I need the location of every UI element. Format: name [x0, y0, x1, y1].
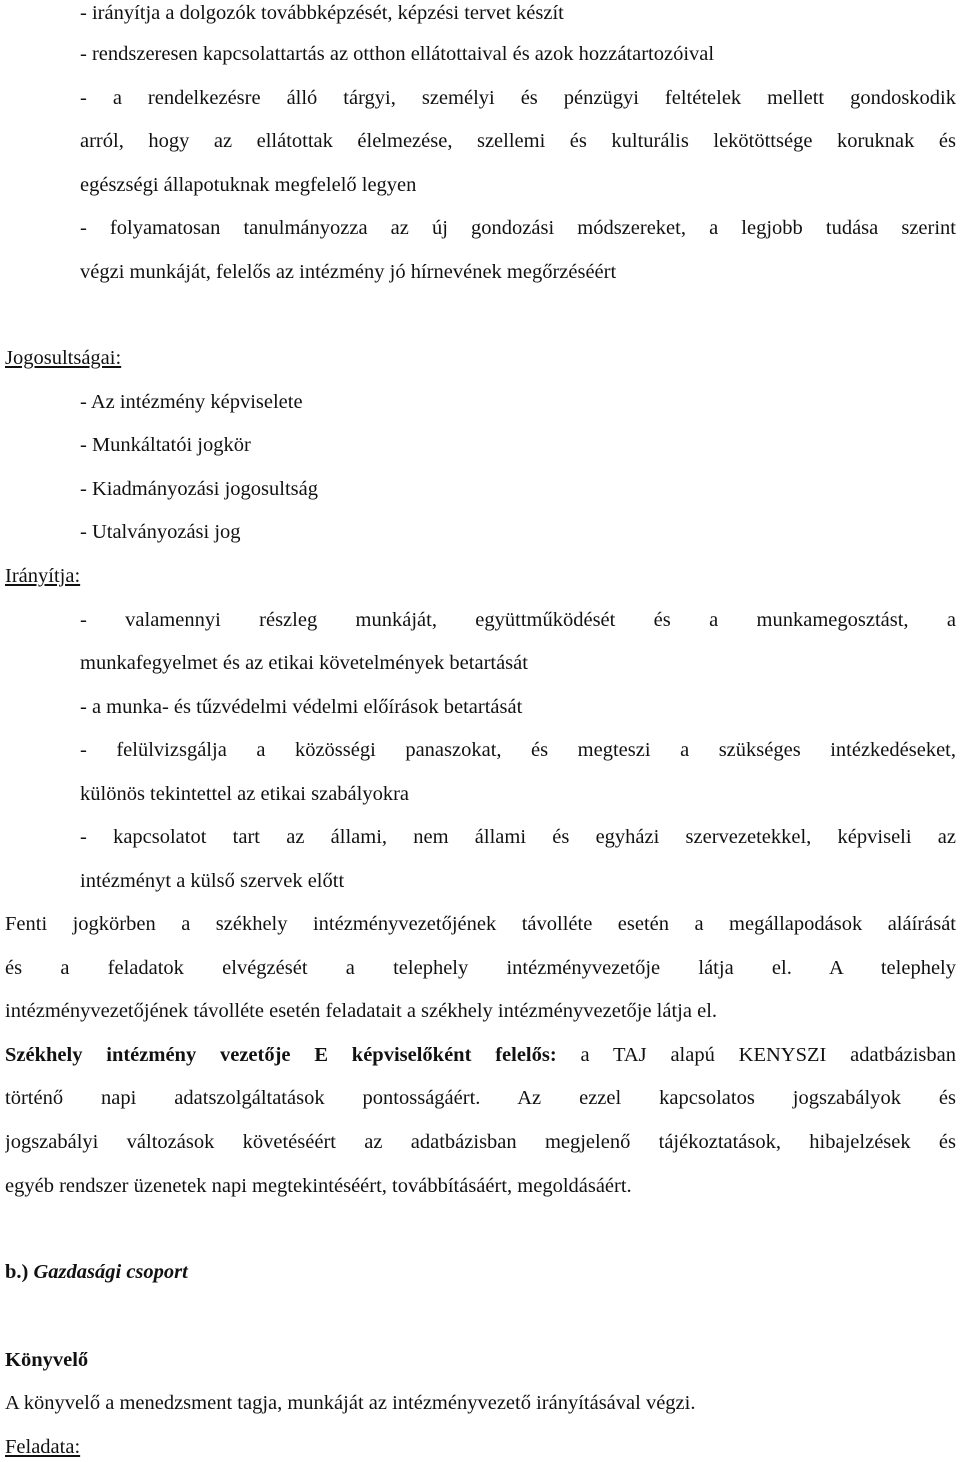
- paragraph-line: egyéb rendszer üzenetek napi megtekintéséért, továbbításáért, megoldásáért.: [5, 1175, 632, 1197]
- duty-line: egészségi állapotuknak megfelelő legyen: [80, 174, 417, 196]
- iranyitja-line: - felülvizsgálja a közösségi panaszokat, és megteszi a szükséges intézkedéseket,: [80, 739, 956, 761]
- paragraph-line: és a feladatok elvégzését a telephely intézményvezetője látja el. A telephely: [5, 957, 956, 979]
- paragraph-line: intézményvezetőjének távolléte esetén feladatait a székhely intézményvezetője látja el.: [5, 1000, 718, 1022]
- jogosultsag-item: - Utalványozási jog: [80, 521, 241, 543]
- jogosultsag-item: - Az intézmény képviselete: [80, 391, 303, 413]
- konyvelo-text: A könyvelő a menedzsment tagja, munkáját az intézményvezető irányításával végzi.: [5, 1392, 696, 1414]
- iranyitja-line: munkafegyelmet és az etikai követelmények betartását: [80, 652, 528, 674]
- bold-lead: Székhely intézmény vezetője E képviselőként felelős:: [5, 1044, 557, 1066]
- section-heading: [5, 1257, 956, 1287]
- iranyitja-line: - valamennyi részleg munkáját, együttműködését és a munkamegosztást, a: [80, 609, 956, 631]
- lead-rest: a TAJ alapú KENYSZI adatbázisban: [556, 1044, 956, 1066]
- iranyitja-line: intézményt a külső szervek előtt: [80, 870, 345, 892]
- iranyitja-line: - a munka- és tűzvédelmi védelmi előírások betartását: [80, 696, 523, 718]
- duty-line: - a rendelkezésre álló tárgyi, személyi és pénzügyi feltételek mellett gondoskodik: [80, 87, 956, 109]
- paragraph-line: [5, 1040, 956, 1070]
- feladata-heading: Feladata:: [5, 1436, 81, 1458]
- duty-line: arról, hogy az ellátottak élelmezése, szellemi és kulturális lekötöttsége koruknak és: [80, 130, 956, 152]
- duty-line: - irányítja a dolgozók továbbképzését, képzési tervet készít: [80, 2, 564, 24]
- paragraph-line: Fenti jogkörben a székhely intézményvezetőjének távolléte esetén a megállapodások aláírását: [5, 913, 956, 935]
- konyvelo-heading: Könyvelő: [5, 1349, 89, 1371]
- jogosultsag-item: - Kiadmányozási jogosultság: [80, 478, 318, 500]
- iranyitja-line: különös tekintettel az etikai szabályokra: [80, 783, 410, 805]
- duty-line: - rendszeresen kapcsolattartás az otthon ellátottaival és azok hozzátartozóival: [80, 43, 715, 65]
- iranyitja-line: - kapcsolatot tart az állami, nem állami és egyházi szervezetekkel, képviseli az: [80, 826, 956, 848]
- paragraph-line: történő napi adatszolgáltatások pontosságáért. Az ezzel kapcsolatos jogszabályok és: [5, 1087, 956, 1109]
- jogosultsag-item: - Munkáltatói jogkör: [80, 434, 251, 456]
- section-title: Gazdasági csoport: [33, 1261, 188, 1283]
- iranyitja-heading: Irányítja:: [5, 565, 81, 587]
- duty-line: végzi munkáját, felelős az intézmény jó hírnevének megőrzéséért: [80, 261, 617, 283]
- section-prefix: b.): [5, 1261, 29, 1283]
- jogosultsagai-heading: Jogosultságai:: [5, 347, 122, 369]
- paragraph-line: jogszabályi változások követéséért az adatbázisban megjelenő tájékoztatások, hibajelzések és: [5, 1131, 956, 1153]
- duty-line: - folyamatosan tanulmányozza az új gondozási módszereket, a legjobb tudása szerint: [80, 217, 956, 239]
